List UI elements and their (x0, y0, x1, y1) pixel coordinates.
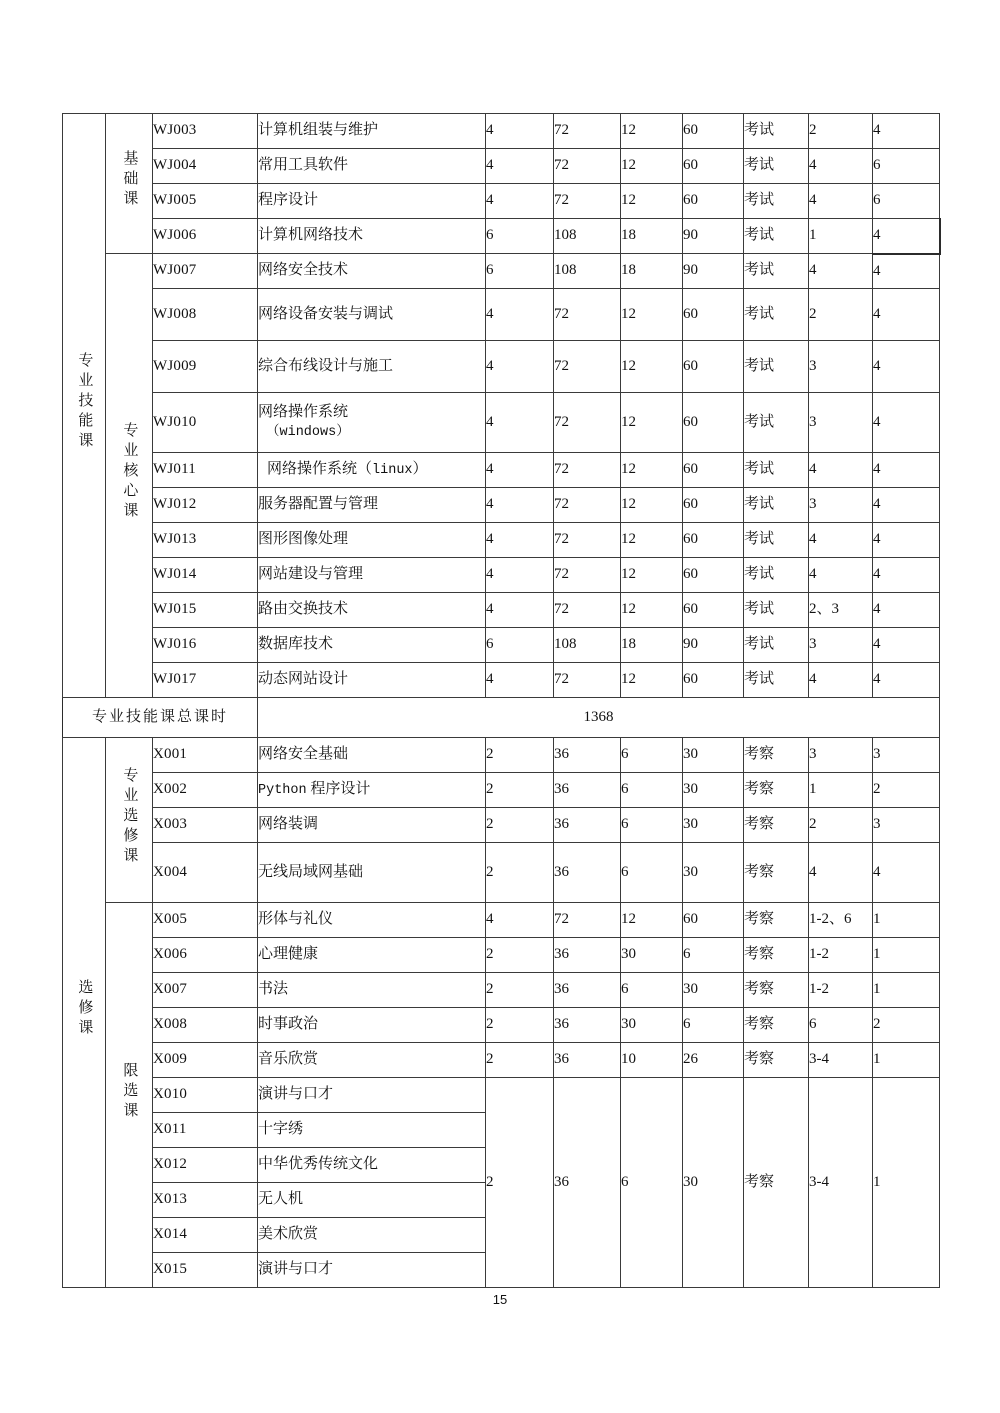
course-term: 3 (809, 738, 873, 773)
course-theory-hours: 30 (621, 1008, 683, 1043)
course-code: WJ010 (153, 393, 258, 453)
course-assessment: 考试 (744, 663, 809, 698)
course-name: 综合布线设计与施工 (258, 341, 486, 393)
course-code: X009 (153, 1043, 258, 1078)
course-total-hours: 72 (554, 903, 621, 938)
course-term: 1 (809, 219, 873, 254)
course-name: 网络安全技术 (258, 254, 486, 289)
course-practice-hours: 60 (683, 341, 744, 393)
course-credits: 6 (486, 254, 554, 289)
course-code: X012 (153, 1148, 258, 1183)
course-name-line2: （windows） (266, 425, 350, 441)
table-row (63, 903, 940, 938)
course-weekly-hours: 4 (873, 453, 940, 488)
course-total-hours: 72 (554, 558, 621, 593)
course-weekly-hours: 4 (873, 593, 940, 628)
course-practice-hours: 60 (683, 114, 744, 149)
course-practice-hours: 60 (683, 184, 744, 219)
course-term: 1-2 (809, 938, 873, 973)
course-term: 1-2、6 (809, 903, 873, 938)
course-theory-hours: 6 (621, 773, 683, 808)
course-credits: 2 (486, 843, 554, 903)
course-name: 服务器配置与管理 (258, 488, 486, 523)
course-name (258, 393, 486, 453)
course-code: WJ009 (153, 341, 258, 393)
course-term: 2、3 (809, 593, 873, 628)
course-theory-hours: 6 (621, 1078, 683, 1288)
course-code: WJ004 (153, 149, 258, 184)
table-row (63, 341, 940, 393)
course-theory-hours: 10 (621, 1043, 683, 1078)
course-term: 1 (809, 773, 873, 808)
course-practice-hours: 60 (683, 453, 744, 488)
course-practice-hours: 60 (683, 663, 744, 698)
course-assessment: 考试 (744, 219, 809, 254)
course-theory-hours: 12 (621, 341, 683, 393)
course-theory-hours: 12 (621, 184, 683, 219)
course-weekly-hours: 4 (873, 558, 940, 593)
course-weekly-hours: 4 (873, 254, 940, 289)
course-assessment: 考试 (744, 289, 809, 341)
course-weekly-hours: 1 (873, 973, 940, 1008)
course-assessment: 考察 (744, 808, 809, 843)
course-name: 网站建设与管理 (258, 558, 486, 593)
course-name: 路由交换技术 (258, 593, 486, 628)
course-practice-hours: 30 (683, 773, 744, 808)
course-code: X010 (153, 1078, 258, 1113)
course-total-hours: 36 (554, 1043, 621, 1078)
page-number: 15 (492, 1292, 508, 1307)
course-weekly-hours: 6 (873, 149, 940, 184)
course-practice-hours: 6 (683, 1008, 744, 1043)
course-weekly-hours: 1 (873, 903, 940, 938)
table-row (63, 453, 940, 488)
course-code: X004 (153, 843, 258, 903)
table-row (63, 289, 940, 341)
course-code: X003 (153, 808, 258, 843)
course-credits: 2 (486, 938, 554, 973)
course-code: X013 (153, 1183, 258, 1218)
course-name: 数据库技术 (258, 628, 486, 663)
course-name: 常用工具软件 (258, 149, 486, 184)
course-credits: 2 (486, 1078, 554, 1288)
table-row (63, 1043, 940, 1078)
course-assessment: 考察 (744, 973, 809, 1008)
course-term: 4 (809, 254, 873, 289)
course-total-hours: 72 (554, 184, 621, 219)
course-theory-hours: 12 (621, 593, 683, 628)
course-code: X001 (153, 738, 258, 773)
total-row-skill (63, 698, 940, 738)
course-weekly-hours: 4 (873, 488, 940, 523)
course-total-hours: 72 (554, 289, 621, 341)
course-code: WJ015 (153, 593, 258, 628)
subcategory-label-restricted-elective: 限选课 (106, 903, 153, 1288)
course-assessment: 考察 (744, 938, 809, 973)
course-total-hours: 72 (554, 488, 621, 523)
table-row (63, 1008, 940, 1043)
course-weekly-hours: 6 (873, 184, 940, 219)
course-total-hours: 36 (554, 808, 621, 843)
course-term: 3-4 (809, 1078, 873, 1288)
course-weekly-hours: 1 (873, 1043, 940, 1078)
course-theory-hours: 6 (621, 738, 683, 773)
table-row (63, 254, 940, 289)
course-code: X007 (153, 973, 258, 1008)
course-weekly-hours: 4 (873, 843, 940, 903)
course-practice-hours: 60 (683, 903, 744, 938)
course-total-hours: 36 (554, 773, 621, 808)
course-credits: 2 (486, 1043, 554, 1078)
table-row (63, 593, 940, 628)
course-name: Python 程序设计 (258, 773, 486, 808)
table-row (63, 628, 940, 663)
course-assessment: 考试 (744, 593, 809, 628)
course-theory-hours: 12 (621, 114, 683, 149)
course-credits: 4 (486, 289, 554, 341)
course-credits: 2 (486, 773, 554, 808)
course-total-hours: 72 (554, 393, 621, 453)
course-practice-hours: 30 (683, 808, 744, 843)
course-code: WJ014 (153, 558, 258, 593)
category-label-skill: 专业技能课 (63, 114, 106, 698)
course-term: 2 (809, 289, 873, 341)
course-assessment: 考试 (744, 453, 809, 488)
course-assessment: 考察 (744, 1008, 809, 1043)
course-name: 计算机网络技术 (258, 219, 486, 254)
total-label: 专业技能课总课时 (63, 698, 258, 738)
course-code: X014 (153, 1218, 258, 1253)
course-term: 4 (809, 149, 873, 184)
course-credits: 4 (486, 453, 554, 488)
table-row (63, 1078, 940, 1113)
subcategory-label-core: 专业核心课 (106, 254, 153, 698)
course-name: 图形图像处理 (258, 523, 486, 558)
course-theory-hours: 12 (621, 558, 683, 593)
table-row (63, 808, 940, 843)
course-term: 2 (809, 114, 873, 149)
course-practice-hours: 60 (683, 289, 744, 341)
course-total-hours: 72 (554, 663, 621, 698)
course-code: WJ013 (153, 523, 258, 558)
course-assessment: 考试 (744, 558, 809, 593)
course-term: 3 (809, 341, 873, 393)
course-total-hours: 36 (554, 1008, 621, 1043)
course-total-hours: 72 (554, 593, 621, 628)
course-credits: 4 (486, 903, 554, 938)
course-assessment: 考试 (744, 523, 809, 558)
course-code: WJ005 (153, 184, 258, 219)
course-total-hours: 36 (554, 938, 621, 973)
course-name: 无人机 (258, 1183, 486, 1218)
table-row (63, 523, 940, 558)
course-total-hours: 72 (554, 149, 621, 184)
course-theory-hours: 18 (621, 628, 683, 663)
course-code: X002 (153, 773, 258, 808)
course-credits: 4 (486, 523, 554, 558)
course-total-hours: 36 (554, 738, 621, 773)
course-code: X008 (153, 1008, 258, 1043)
course-assessment: 考察 (744, 843, 809, 903)
course-credits: 4 (486, 149, 554, 184)
course-practice-hours: 6 (683, 938, 744, 973)
course-name: 心理健康 (258, 938, 486, 973)
course-theory-hours: 12 (621, 453, 683, 488)
course-credits: 2 (486, 738, 554, 773)
course-assessment: 考试 (744, 184, 809, 219)
table-row (63, 184, 940, 219)
course-credits: 4 (486, 184, 554, 219)
course-name: 动态网站设计 (258, 663, 486, 698)
course-weekly-hours: 2 (873, 773, 940, 808)
course-total-hours: 108 (554, 254, 621, 289)
table-row (63, 663, 940, 698)
course-total-hours: 36 (554, 843, 621, 903)
course-theory-hours: 12 (621, 393, 683, 453)
course-weekly-hours: 3 (873, 738, 940, 773)
course-practice-hours: 60 (683, 558, 744, 593)
course-weekly-hours: 4 (873, 219, 940, 254)
course-code: WJ011 (153, 453, 258, 488)
course-name: 网络设备安装与调试 (258, 289, 486, 341)
course-term: 4 (809, 523, 873, 558)
course-assessment: 考试 (744, 341, 809, 393)
course-practice-hours: 60 (683, 488, 744, 523)
table-row (63, 738, 940, 773)
course-name: 形体与礼仪 (258, 903, 486, 938)
course-credits: 4 (486, 114, 554, 149)
course-practice-hours: 30 (683, 843, 744, 903)
course-weekly-hours: 4 (873, 341, 940, 393)
course-code: WJ016 (153, 628, 258, 663)
course-assessment: 考试 (744, 393, 809, 453)
course-theory-hours: 30 (621, 938, 683, 973)
course-code: WJ008 (153, 289, 258, 341)
table-row (63, 938, 940, 973)
table-row (63, 488, 940, 523)
course-term: 3 (809, 393, 873, 453)
course-weekly-hours: 2 (873, 1008, 940, 1043)
table-row (63, 114, 940, 149)
subcategory-label-basic: 基础课 (106, 114, 153, 254)
course-assessment: 考察 (744, 773, 809, 808)
course-code: WJ012 (153, 488, 258, 523)
course-total-hours: 108 (554, 628, 621, 663)
course-credits: 4 (486, 558, 554, 593)
course-weekly-hours: 4 (873, 289, 940, 341)
course-term: 2 (809, 808, 873, 843)
course-name: 无线局域网基础 (258, 843, 486, 903)
course-total-hours: 36 (554, 973, 621, 1008)
course-theory-hours: 12 (621, 289, 683, 341)
course-credits: 4 (486, 341, 554, 393)
course-practice-hours: 90 (683, 254, 744, 289)
course-name: 书法 (258, 973, 486, 1008)
course-code: X015 (153, 1253, 258, 1288)
course-name: 网络装调 (258, 808, 486, 843)
course-weekly-hours: 4 (873, 663, 940, 698)
subcategory-label-major-elective: 专业选修课 (106, 738, 153, 903)
course-weekly-hours: 4 (873, 393, 940, 453)
course-credits: 6 (486, 219, 554, 254)
course-credits: 2 (486, 808, 554, 843)
course-weekly-hours: 3 (873, 808, 940, 843)
course-code: X006 (153, 938, 258, 973)
course-name: 十字绣 (258, 1113, 486, 1148)
course-practice-hours: 30 (683, 738, 744, 773)
course-credits: 4 (486, 488, 554, 523)
course-practice-hours: 60 (683, 593, 744, 628)
course-assessment: 考试 (744, 628, 809, 663)
course-code: WJ007 (153, 254, 258, 289)
curriculum-table (62, 113, 941, 1288)
course-assessment: 考试 (744, 114, 809, 149)
course-term: 4 (809, 184, 873, 219)
category-label-elective: 选修课 (63, 738, 106, 1288)
course-name: 演讲与口才 (258, 1078, 486, 1113)
course-term: 4 (809, 558, 873, 593)
course-weekly-hours: 4 (873, 523, 940, 558)
course-assessment: 考试 (744, 254, 809, 289)
course-assessment: 考察 (744, 903, 809, 938)
course-term: 3 (809, 488, 873, 523)
course-assessment: 考试 (744, 149, 809, 184)
course-credits: 4 (486, 393, 554, 453)
course-practice-hours: 60 (683, 393, 744, 453)
course-practice-hours: 30 (683, 1078, 744, 1288)
course-assessment: 考察 (744, 1078, 809, 1288)
course-total-hours: 72 (554, 523, 621, 558)
course-practice-hours: 90 (683, 628, 744, 663)
course-name-line1: 网络操作系统 (258, 404, 349, 421)
course-term: 3-4 (809, 1043, 873, 1078)
course-code: X011 (153, 1113, 258, 1148)
course-theory-hours: 6 (621, 808, 683, 843)
course-theory-hours: 12 (621, 523, 683, 558)
course-weekly-hours: 1 (873, 938, 940, 973)
course-practice-hours: 60 (683, 523, 744, 558)
course-name: 演讲与口才 (258, 1253, 486, 1288)
course-name: 网络操作系统（linux） (258, 453, 486, 488)
course-weekly-hours: 4 (873, 114, 940, 149)
course-theory-hours: 18 (621, 254, 683, 289)
course-practice-hours: 26 (683, 1043, 744, 1078)
course-code: WJ006 (153, 219, 258, 254)
course-term: 6 (809, 1008, 873, 1043)
course-term: 3 (809, 628, 873, 663)
course-theory-hours: 6 (621, 843, 683, 903)
course-term: 4 (809, 453, 873, 488)
course-total-hours: 72 (554, 114, 621, 149)
course-theory-hours: 12 (621, 903, 683, 938)
course-credits: 4 (486, 663, 554, 698)
course-assessment: 考察 (744, 738, 809, 773)
course-weekly-hours: 4 (873, 628, 940, 663)
course-practice-hours: 30 (683, 973, 744, 1008)
course-theory-hours: 18 (621, 219, 683, 254)
course-name: 美术欣赏 (258, 1218, 486, 1253)
table-row (63, 843, 940, 903)
course-total-hours: 36 (554, 1078, 621, 1288)
course-practice-hours: 60 (683, 149, 744, 184)
course-credits: 2 (486, 973, 554, 1008)
course-assessment: 考察 (744, 1043, 809, 1078)
course-total-hours: 72 (554, 341, 621, 393)
course-name: 网络安全基础 (258, 738, 486, 773)
table-row (63, 219, 940, 254)
table-row (63, 773, 940, 808)
course-assessment: 考试 (744, 488, 809, 523)
course-term: 4 (809, 663, 873, 698)
course-name: 音乐欣赏 (258, 1043, 486, 1078)
course-code: X005 (153, 903, 258, 938)
course-credits: 4 (486, 593, 554, 628)
course-credits: 2 (486, 1008, 554, 1043)
course-credits: 6 (486, 628, 554, 663)
course-term: 1-2 (809, 973, 873, 1008)
curriculum-table-wrapper (62, 113, 939, 1288)
course-theory-hours: 12 (621, 488, 683, 523)
course-weekly-hours: 1 (873, 1078, 940, 1288)
course-theory-hours: 12 (621, 663, 683, 698)
course-total-hours: 72 (554, 453, 621, 488)
course-code: WJ017 (153, 663, 258, 698)
table-row (63, 558, 940, 593)
course-name: 中华优秀传统文化 (258, 1148, 486, 1183)
course-theory-hours: 12 (621, 149, 683, 184)
course-name: 时事政治 (258, 1008, 486, 1043)
table-row (63, 393, 940, 453)
course-code: WJ003 (153, 114, 258, 149)
course-name: 程序设计 (258, 184, 486, 219)
course-practice-hours: 90 (683, 219, 744, 254)
total-value: 1368 (258, 698, 940, 738)
course-name: 计算机组装与维护 (258, 114, 486, 149)
table-row (63, 149, 940, 184)
course-theory-hours: 6 (621, 973, 683, 1008)
table-row (63, 973, 940, 1008)
course-term: 4 (809, 843, 873, 903)
course-total-hours: 108 (554, 219, 621, 254)
